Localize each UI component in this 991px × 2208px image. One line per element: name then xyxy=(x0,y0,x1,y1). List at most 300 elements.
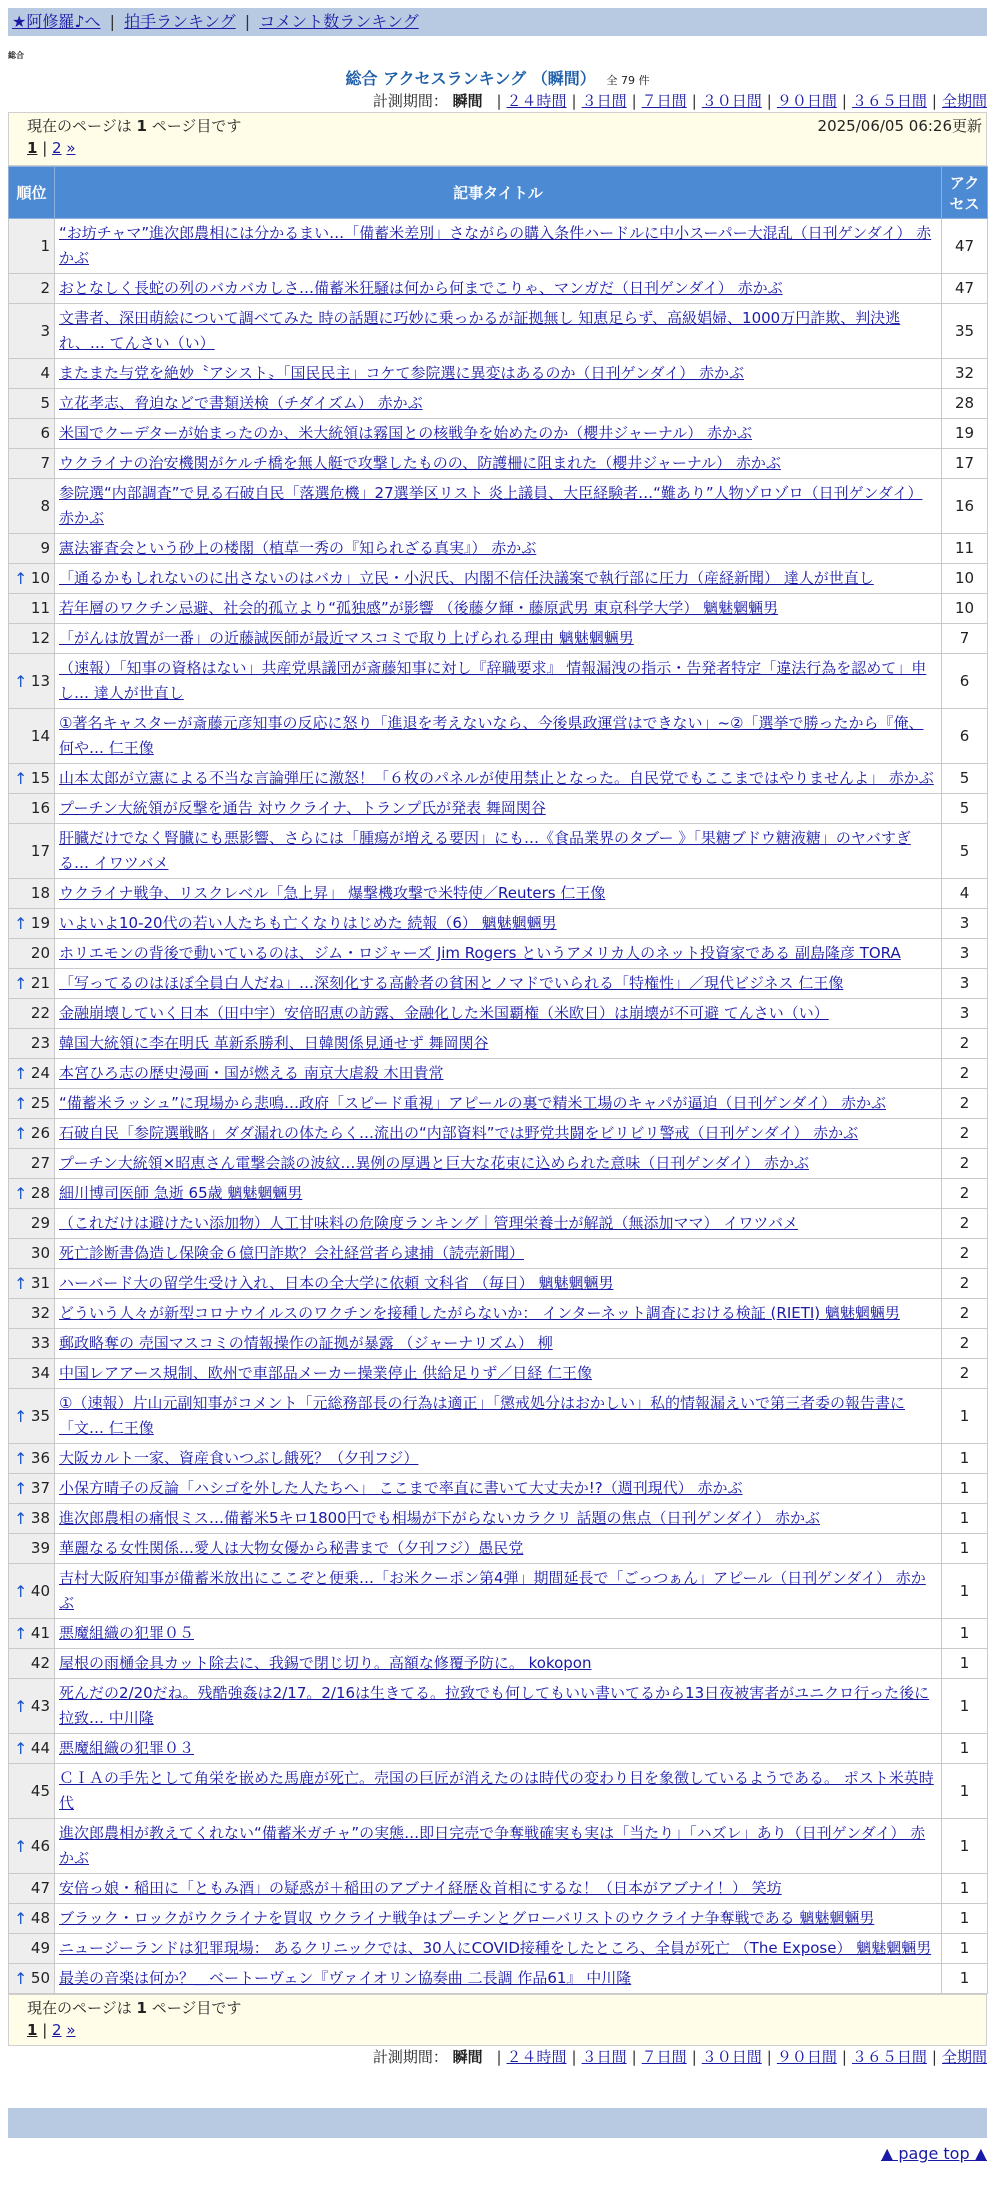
table-row xyxy=(9,1329,988,1359)
page-top-link[interactable]: ▲ page top ▲ xyxy=(880,2144,987,2163)
period-separator: | xyxy=(841,2048,847,2066)
title-cell xyxy=(55,594,942,624)
table-row xyxy=(9,709,988,764)
rank-number: 40 xyxy=(30,1581,50,1600)
rank-cell xyxy=(9,1119,55,1149)
access-count: 2 xyxy=(942,1239,988,1269)
title-cell xyxy=(55,654,942,709)
rank-number: 2 xyxy=(40,279,50,297)
article-link[interactable]: 華麗なる女性関係…愛人は大物女優から秘書まで（夕刊フジ）愚民党 xyxy=(59,1539,524,1557)
article-link[interactable]: 悪魔組織の犯罪０３ xyxy=(59,1739,195,1757)
page-2-link[interactable]: 2 xyxy=(52,139,62,157)
title-cell xyxy=(55,1734,942,1764)
period-current: 瞬間 xyxy=(452,92,483,110)
table-row xyxy=(9,449,988,479)
title-cell xyxy=(55,1504,942,1534)
access-count: 3 xyxy=(942,969,988,999)
period-link-5[interactable]: ９０日間 xyxy=(776,2048,837,2066)
title-cell xyxy=(55,1649,942,1679)
rank-cell xyxy=(9,1734,55,1764)
rank-number: 32 xyxy=(30,1304,50,1322)
rank-number: 19 xyxy=(30,914,50,932)
access-count: 7 xyxy=(942,624,988,654)
article-link[interactable]: 死亡診断書偽造し保険金６億円詐欺？会社経営者ら逮捕（読売新聞） xyxy=(59,1244,525,1262)
table-row xyxy=(9,419,988,449)
access-count: 2 xyxy=(942,1179,988,1209)
period-selector xyxy=(8,90,987,112)
article-link[interactable]: 安倍っ娘・稲田に「ともみ酒」の疑惑が＋稲田のアブナイ経歴＆首相にするな！（日本がアブナイ！） 笑坊 xyxy=(59,1879,782,1897)
access-count: 10 xyxy=(942,564,988,594)
rank-up-arrow-icon: ↑ xyxy=(14,1406,28,1426)
rank-cell xyxy=(9,1649,55,1679)
access-count: 1 xyxy=(942,1444,988,1474)
nav-link-applause-ranking[interactable]: 拍手ランキング xyxy=(124,12,236,31)
article-link[interactable]: 屋根の雨樋金具カット除去に、我錫で閉じ切り。高額な修覆予防に。 kokopon xyxy=(59,1654,592,1672)
rank-cell xyxy=(9,1059,55,1089)
rank-up-arrow-icon: ↑ xyxy=(14,1124,28,1143)
period-separator: | xyxy=(766,92,772,110)
access-count: 35 xyxy=(942,304,988,359)
rank-up-arrow-icon: ↑ xyxy=(14,1479,28,1498)
period-link-4[interactable]: ３０日間 xyxy=(701,92,762,110)
access-count: 19 xyxy=(942,419,988,449)
table-row xyxy=(9,1474,988,1504)
period-separator: | xyxy=(571,92,577,110)
rank-cell xyxy=(9,389,55,419)
article-link[interactable]: ホリエモンの背後で動いているのは、ジム・ロジャーズ Jim Rogers というアメリカ人のネット投資家である 副島隆彦 TORA xyxy=(59,944,901,962)
table-row xyxy=(9,1934,988,1964)
rank-cell xyxy=(9,1679,55,1734)
rank-number: 4 xyxy=(40,364,50,382)
access-count: 2 xyxy=(942,1299,988,1329)
title-cell xyxy=(55,1964,942,1994)
access-count: 2 xyxy=(942,1329,988,1359)
article-link[interactable]: 若年層のワクチン忌避、社会的孤立より“孤独感”が影響 （後藤夕輝・藤原武男 東京科学大学） 魑魅魍魎男 xyxy=(59,599,779,617)
period-separator: | xyxy=(631,92,637,110)
rank-up-arrow-icon: ↑ xyxy=(14,1094,28,1113)
article-link[interactable]: 韓国大統領に李在明氏 革新系勝利、日韓関係見通せず 舞岡関谷 xyxy=(59,1034,489,1052)
period-link-5[interactable]: ９０日間 xyxy=(776,92,837,110)
table-row xyxy=(9,1504,988,1534)
rank-number: 37 xyxy=(30,1479,50,1497)
table-row xyxy=(9,999,988,1029)
title-cell xyxy=(55,1299,942,1329)
table-row xyxy=(9,564,988,594)
article-link[interactable]: 進次郎農相が教えてくれない“備蓄米ガチャ”の実態…即日完売で争奪戦確実も実は「当たり」「ハズレ」あり（日刊ゲンダイ） 赤かぶ xyxy=(59,1824,926,1867)
period-link-1[interactable]: ２４時間 xyxy=(506,92,567,110)
rank-up-arrow-icon: ↑ xyxy=(14,914,28,933)
rank-number: 50 xyxy=(30,1969,50,1987)
header-access: アクセス xyxy=(942,167,988,219)
nav-link-comment-ranking[interactable]: コメント数ランキング xyxy=(259,12,419,31)
rank-cell xyxy=(9,1874,55,1904)
title-cell xyxy=(55,564,942,594)
article-link[interactable]: 米国でクーデターが始まったのか、米大統領は霧国との核戦争を始めたのか（櫻井ジャーナル） 赤かぶ xyxy=(59,424,752,442)
table-row xyxy=(9,1619,988,1649)
access-count: 6 xyxy=(942,654,988,709)
period-link-6[interactable]: ３６５日間 xyxy=(851,92,927,110)
rank-number: 10 xyxy=(30,569,50,587)
article-link[interactable]: ＣＩＡの手先として角栄を嵌めた馬鹿が死亡。売国の巨匠が消えたのは時代の変わり目を象徴しているようである。 ポスト米英時代 xyxy=(59,1769,934,1812)
period-link-7[interactable]: 全期間 xyxy=(941,92,987,110)
article-link[interactable]: 山本太郎が立憲による不当な言論弾圧に激怒！「６枚のパネルが使用禁止となった。自民党でもここまではやりませんよ」 赤かぶ xyxy=(59,769,934,787)
ranking-rows xyxy=(9,219,988,1994)
title-cell xyxy=(55,1444,942,1474)
rank-cell xyxy=(9,1619,55,1649)
rank-cell xyxy=(9,304,55,359)
article-link[interactable]: 立花孝志、脅迫などで書類送検（チダイズム） 赤かぶ xyxy=(59,394,423,412)
access-count: 5 xyxy=(942,794,988,824)
table-row xyxy=(9,1119,988,1149)
article-link[interactable]: “お坊チャマ”進次郎農相には分かるまい…「備蓄米差別」さながらの購入条件ハードルに中小スーパー大混乱（日刊ゲンダイ） 赤かぶ xyxy=(59,224,932,267)
rank-number: 8 xyxy=(40,496,50,515)
rank-cell xyxy=(9,274,55,304)
period-separator: | xyxy=(496,2048,502,2066)
header-title: 記事タイトル xyxy=(55,167,942,219)
access-count: 3 xyxy=(942,939,988,969)
access-count: 1 xyxy=(942,1649,988,1679)
article-link[interactable]: 「がんは放置が一番」の近藤誠医師が最近マスコミで取り上げられる理由 魑魅魍魎男 xyxy=(59,629,634,647)
table-row xyxy=(9,1179,988,1209)
article-link[interactable]: いよいよ10-20代の若い人たちも亡くなりはじめた 続報（6） 魑魅魍魎男 xyxy=(59,914,557,932)
rank-cell xyxy=(9,1209,55,1239)
rank-cell xyxy=(9,1964,55,1994)
title-cell xyxy=(55,1149,942,1179)
page-status-suffix: ページ目です xyxy=(151,117,242,135)
period-link-6[interactable]: ３６５日間 xyxy=(851,2048,927,2066)
rank-number: 29 xyxy=(30,1214,50,1232)
rank-cell xyxy=(9,1474,55,1504)
rank-cell xyxy=(9,419,55,449)
rank-cell xyxy=(9,1179,55,1209)
article-link[interactable]: またまた与党を絶妙〝アシスト〟「国民民主」コケて参院選に異変はあるのか（日刊ゲンダイ） 赤かぶ xyxy=(59,364,745,382)
header-rank: 順位 xyxy=(9,167,55,219)
rank-number: 39 xyxy=(30,1539,50,1557)
title-cell xyxy=(55,1029,942,1059)
rank-cell xyxy=(9,449,55,479)
rank-number: 35 xyxy=(30,1406,50,1425)
table-row xyxy=(9,1149,988,1179)
article-link[interactable]: おとなしく長蛇の列のバカバカしさ…備蓄米狂騒は何から何までこりゃ、マンガだ（日刊ゲンダイ） 赤かぶ xyxy=(59,279,783,297)
rank-up-arrow-icon: ↑ xyxy=(14,1739,28,1758)
rank-up-arrow-icon: ↑ xyxy=(14,1696,28,1716)
rank-number: 47 xyxy=(30,1879,50,1897)
title-cell xyxy=(55,1389,942,1444)
table-row xyxy=(9,1444,988,1474)
article-link[interactable]: 最美の音楽は何か？＿ベートーヴェン『ヴァイオリン協奏曲 二長調 作品61』 中川隆 xyxy=(59,1969,632,1987)
rank-number: 11 xyxy=(30,599,50,617)
access-count: 2 xyxy=(942,1359,988,1389)
rank-number: 31 xyxy=(30,1274,50,1292)
article-link[interactable]: 肝臓だけでなく腎臓にも悪影響、さらには「腫瘍が増える要因」にも…《食品業界のタブー 》「果糖ブドウ糖液糖」のヤバすぎる… イワツバメ xyxy=(59,829,911,872)
rank-cell xyxy=(9,564,55,594)
rank-number: 28 xyxy=(30,1184,50,1202)
category-label: 総合 xyxy=(8,51,24,60)
article-link[interactable]: プーチン大統領×昭恵さん電撃会談の波紋…異例の厚遇と巨大な花束に込められた意味（日刊ゲンダイ） 赤かぶ xyxy=(59,1154,809,1172)
table-row xyxy=(9,1679,988,1734)
table-row xyxy=(9,1029,988,1059)
next-page-link[interactable]: » xyxy=(66,139,76,157)
title-cell xyxy=(55,999,942,1029)
pager-top: 現在のページは 1 ページ目です 2025/06/05 06:26更新 1 | 2 » xyxy=(8,112,987,166)
access-count: 2 xyxy=(942,1269,988,1299)
access-count: 2 xyxy=(942,1119,988,1149)
article-link[interactable]: （これだけは避けたい添加物）人工甘味料の危険度ランキング｜管理栄養士が解説（無添加ママ） イワツバメ xyxy=(59,1214,799,1232)
title-cell xyxy=(55,1209,942,1239)
access-count: 1 xyxy=(942,1534,988,1564)
table-row xyxy=(9,969,988,999)
rank-up-arrow-icon: ↑ xyxy=(14,1836,28,1856)
article-link[interactable]: 石破自民「参院選戦略」ダダ漏れの体たらく…流出の“内部資料”では野党共闘をビリビリ警戒（日刊ゲンダイ） 赤かぶ xyxy=(59,1124,859,1142)
title-cell xyxy=(55,1269,942,1299)
period-separator: | xyxy=(631,2048,637,2066)
rank-cell xyxy=(9,999,55,1029)
period-label: 計測期間： xyxy=(372,2048,448,2066)
title-cell xyxy=(55,1089,942,1119)
rank-cell xyxy=(9,1149,55,1179)
rank-up-arrow-icon: ↑ xyxy=(14,1449,28,1468)
rank-cell xyxy=(9,969,55,999)
next-page-link[interactable]: » xyxy=(66,2021,76,2039)
article-link[interactable]: 中国レアアース規制、欧州で車部品メーカー操業停止 供給足りず／日経 仁王像 xyxy=(59,1364,593,1382)
rank-cell xyxy=(9,1764,55,1819)
title-cell xyxy=(55,709,942,764)
rank-number: 26 xyxy=(30,1124,50,1142)
page-status-number: 1 xyxy=(136,1999,147,2017)
table-row xyxy=(9,479,988,534)
article-link[interactable]: 吉村大阪府知事が備蓄米放出にここぞと便乗…「お米クーポン第4弾」期間延長で「ごっつぁん」アピール（日刊ゲンダイ） 赤かぶ xyxy=(59,1569,926,1612)
access-count: 17 xyxy=(942,449,988,479)
access-count: 1 xyxy=(942,1819,988,1874)
rank-cell xyxy=(9,939,55,969)
rank-number: 36 xyxy=(30,1449,50,1467)
page-status-prefix: 現在のページは xyxy=(27,117,132,135)
rank-up-arrow-icon: ↑ xyxy=(14,974,28,993)
period-separator: | xyxy=(691,92,697,110)
rank-number: 30 xyxy=(30,1244,50,1262)
article-link[interactable]: 小保方晴子の反論「ハシゴを外した人たちへ」 ここまで率直に書いて大丈夫か!?（週刊現代） 赤かぶ xyxy=(59,1479,743,1497)
table-row xyxy=(9,1389,988,1444)
period-link-3[interactable]: ７日間 xyxy=(641,2048,687,2066)
access-count: 1 xyxy=(942,1679,988,1734)
rank-number: 15 xyxy=(30,769,50,787)
table-row xyxy=(9,879,988,909)
access-count: 1 xyxy=(942,1389,988,1444)
rank-number: 42 xyxy=(30,1654,50,1672)
access-count: 1 xyxy=(942,1474,988,1504)
article-link[interactable]: ニュージーランドは犯罪現場： あるクリニックでは、30人にCOVID接種をしたところ、全員が死亡 （The Expose） 魑魅魍魎男 xyxy=(59,1939,932,1957)
title-cell xyxy=(55,1564,942,1619)
period-separator: | xyxy=(496,92,502,110)
article-link[interactable]: 本宮ひろ志の歴史漫画・国が燃える 南京大虐殺 木田貴常 xyxy=(59,1064,444,1082)
table-row xyxy=(9,1874,988,1904)
rank-number: 14 xyxy=(30,726,50,745)
rank-cell xyxy=(9,1299,55,1329)
article-link[interactable]: ①著名キャスターが斎藤元彦知事の反応に怒り「進退を考えないなら、今後県政運営はできない」~②「選挙で勝ったから『俺、何や… 仁王像 xyxy=(59,714,924,757)
rank-up-arrow-icon: ↑ xyxy=(14,1274,28,1293)
access-count: 47 xyxy=(942,219,988,274)
title-cell xyxy=(55,1874,942,1904)
rank-number: 6 xyxy=(40,424,50,442)
rank-number: 16 xyxy=(30,799,50,817)
rank-up-arrow-icon: ↑ xyxy=(14,769,28,788)
table-row xyxy=(9,1209,988,1239)
table-row xyxy=(9,1534,988,1564)
rank-number: 23 xyxy=(30,1034,50,1052)
pager-bottom: 現在のページは 1 ページ目です 1 | 2 » xyxy=(8,1994,987,2046)
access-count: 5 xyxy=(942,764,988,794)
article-link[interactable]: ウクライナ戦争、リスクレベル「急上昇」 爆撃機攻撃で米特使／Reuters 仁王像 xyxy=(59,884,606,902)
article-link[interactable]: 郵政略奪の 売国マスコミの情報操作の証拠が暴露 （ジャーナリズム） 柳 xyxy=(59,1334,553,1352)
table-row xyxy=(9,1299,988,1329)
period-link-4[interactable]: ３０日間 xyxy=(701,2048,762,2066)
access-count: 2 xyxy=(942,1209,988,1239)
access-count: 3 xyxy=(942,999,988,1029)
nav-separator: | xyxy=(109,12,116,31)
rank-number: 1 xyxy=(40,236,50,255)
title-cell xyxy=(55,419,942,449)
title-cell xyxy=(55,534,942,564)
title-cell xyxy=(55,1239,942,1269)
table-row xyxy=(9,1359,988,1389)
rank-cell xyxy=(9,534,55,564)
period-link-2[interactable]: ３日間 xyxy=(581,2048,627,2066)
rank-number: 33 xyxy=(30,1334,50,1352)
page-status-prefix: 現在のページは xyxy=(27,1999,132,2017)
rank-cell xyxy=(9,219,55,274)
article-link[interactable]: 大阪カルト一家、資産食いつぶし餓死？（夕刊フジ） xyxy=(59,1449,419,1467)
rank-cell xyxy=(9,879,55,909)
rank-cell xyxy=(9,1329,55,1359)
period-link-3[interactable]: ７日間 xyxy=(641,92,687,110)
title-cell xyxy=(55,764,942,794)
article-link[interactable]: ①（速報）片山元副知事がコメント「元総務部長の行為は適正」「懲戒処分はおかしい」私的情報漏えいで第三者委の報告書に「文… 仁王像 xyxy=(59,1394,905,1437)
access-count: 1 xyxy=(942,1904,988,1934)
period-selector xyxy=(8,2046,987,2068)
title-cell xyxy=(55,939,942,969)
rank-cell xyxy=(9,1089,55,1119)
title-cell xyxy=(55,479,942,534)
rank-cell xyxy=(9,709,55,764)
rank-number: 13 xyxy=(30,671,50,690)
title-cell xyxy=(55,359,942,389)
article-link[interactable]: 進次郎農相の痛恨ミス…備蓄米5キロ1800円でも相場が下がらないカラクリ 話題の焦点（日刊ゲンダイ） 赤かぶ xyxy=(59,1509,821,1527)
rank-cell xyxy=(9,1269,55,1299)
table-row xyxy=(9,274,988,304)
item-count: 全 79 件 xyxy=(606,74,650,87)
access-count: 4 xyxy=(942,879,988,909)
article-link[interactable]: ハーバード大の留学生受け入れ、日本の全大学に依頼 文科省 （毎日） 魑魅魍魎男 xyxy=(59,1274,614,1292)
table-row xyxy=(9,1734,988,1764)
page-top-row xyxy=(8,2144,987,2163)
rank-number: 34 xyxy=(30,1364,50,1382)
rank-number: 49 xyxy=(30,1939,50,1957)
page-2-link[interactable]: 2 xyxy=(52,2021,62,2039)
article-link[interactable]: ブラック・ロックがウクライナを買収 ウクライナ戦争はプーチンとグローバリストのウクライナ争奪戦である 魑魅魍魎男 xyxy=(59,1909,875,1927)
rank-cell xyxy=(9,1504,55,1534)
access-count: 1 xyxy=(942,1874,988,1904)
rank-cell xyxy=(9,594,55,624)
rank-up-arrow-icon: ↑ xyxy=(14,1581,28,1601)
table-row xyxy=(9,1239,988,1269)
table-row xyxy=(9,1964,988,1994)
table-row xyxy=(9,1269,988,1299)
title-cell xyxy=(55,1534,942,1564)
article-link[interactable]: （速報）「知事の資格はない」共産党県議団が斎藤知事に対し『辞職要求』 情報漏洩の指示・告発者特定「違法行為を認めて」申し… 達人が世直し xyxy=(59,659,927,702)
updated-timestamp: 2025/06/05 06:26更新 xyxy=(817,117,982,135)
access-count: 2 xyxy=(942,1149,988,1179)
rank-cell xyxy=(9,1534,55,1564)
rank-number: 38 xyxy=(30,1509,50,1527)
rank-cell xyxy=(9,794,55,824)
article-link[interactable]: 憲法審査会という砂上の楼閣（植草一秀の『知られざる真実』） 赤かぶ xyxy=(59,539,537,557)
page-status-number: 1 xyxy=(136,117,147,135)
title-cell xyxy=(55,1679,942,1734)
title-cell xyxy=(55,1474,942,1504)
current-page: 1 xyxy=(27,139,38,157)
article-link[interactable]: 悪魔組織の犯罪０５ xyxy=(59,1624,195,1642)
rank-cell xyxy=(9,1029,55,1059)
rank-up-arrow-icon: ↑ xyxy=(14,1184,28,1203)
rank-number: 27 xyxy=(30,1154,50,1172)
home-link[interactable]: ★阿修羅♪へ xyxy=(12,12,101,31)
access-count: 11 xyxy=(942,534,988,564)
rank-number: 48 xyxy=(30,1909,50,1927)
rank-cell xyxy=(9,359,55,389)
title-cell xyxy=(55,1179,942,1209)
period-separator: | xyxy=(691,2048,697,2066)
article-link[interactable]: プーチン大統領が反撃を通告 対ウクライナ、トランプ氏が発表 舞岡関谷 xyxy=(59,799,546,817)
article-link[interactable]: 細川博司医師 急逝 65歳 魑魅魍魎男 xyxy=(59,1184,303,1202)
period-link-1[interactable]: ２４時間 xyxy=(506,2048,567,2066)
access-count: 16 xyxy=(942,479,988,534)
rank-number: 22 xyxy=(30,1004,50,1022)
article-link[interactable]: 「写ってるのはほぼ全員白人だね」…深刻化する高齢者の貧困とノマドでいられる「特権性」／現代ビジネス 仁王像 xyxy=(59,974,844,992)
article-link[interactable]: 金融崩壊していく日本（田中宇）安倍昭恵の訪露、金融化した米国覇権（米欧日）は崩壊が不可避 てんさい（い） xyxy=(59,1004,829,1022)
rank-up-arrow-icon: ↑ xyxy=(14,671,28,691)
table-row xyxy=(9,794,988,824)
access-count: 3 xyxy=(942,909,988,939)
period-link-7[interactable]: 全期間 xyxy=(941,2048,987,2066)
access-count: 1 xyxy=(942,1504,988,1534)
article-link[interactable]: どういう人々が新型コロナウイルスのワクチンを接種したがらないか： インターネット調査における検証 (RIETI) 魑魅魍魎男 xyxy=(59,1304,900,1322)
title-cell xyxy=(55,1764,942,1819)
article-link[interactable]: 「通るかもしれないのに出さないのはバカ」立民・小沢氏、内閣不信任決議案で執行部に圧力（産経新聞） 達人が世直し xyxy=(59,569,874,587)
article-link[interactable]: 死んだの2/20だね。残酷強姦は2/17。2/16は生きてる。拉致でも何してもいい書いてるから13日夜被害者がユニクロ行った後に拉致… 中川隆 xyxy=(59,1684,930,1727)
article-link[interactable]: “備蓄米ラッシュ”に現場から悲鳴…政府「スピード重視」アピールの裏で精米工場のキャパが逼迫（日刊ゲンダイ） 赤かぶ xyxy=(59,1094,887,1112)
title-cell xyxy=(55,389,942,419)
period-link-2[interactable]: ３日間 xyxy=(581,92,627,110)
nav-separator: | xyxy=(244,12,251,31)
article-link[interactable]: 文書者、深田萌絵について調べてみた 時の話題に巧妙に乗っかるが証拠無し 知恵足らず、高級娼婦、1000万円詐欺、判決逃れ、… てんさい（い） xyxy=(59,309,901,352)
rank-up-arrow-icon: ↑ xyxy=(14,1909,28,1928)
rank-number: 45 xyxy=(30,1781,50,1800)
rank-cell xyxy=(9,1359,55,1389)
title-cell xyxy=(55,1359,942,1389)
access-count: 6 xyxy=(942,709,988,764)
period-separator: | xyxy=(571,2048,577,2066)
table-row xyxy=(9,1059,988,1089)
rank-number: 46 xyxy=(30,1836,50,1855)
article-link[interactable]: ウクライナの治安機関がケルチ橋を無人艇で攻撃したものの、防護柵に阻まれた（櫻井ジャーナル） 赤かぶ xyxy=(59,454,781,472)
access-count: 1 xyxy=(942,1619,988,1649)
table-row xyxy=(9,534,988,564)
article-link[interactable]: 参院選“内部調査”で見る石破自民「落選危機」27選挙区リスト 炎上議員、大臣経験者…“難あり”人物ゾロゾロ（日刊ゲンダイ） 赤かぶ xyxy=(59,484,923,527)
table-row xyxy=(9,389,988,419)
access-count: 5 xyxy=(942,824,988,879)
table-row xyxy=(9,624,988,654)
table-row xyxy=(9,824,988,879)
